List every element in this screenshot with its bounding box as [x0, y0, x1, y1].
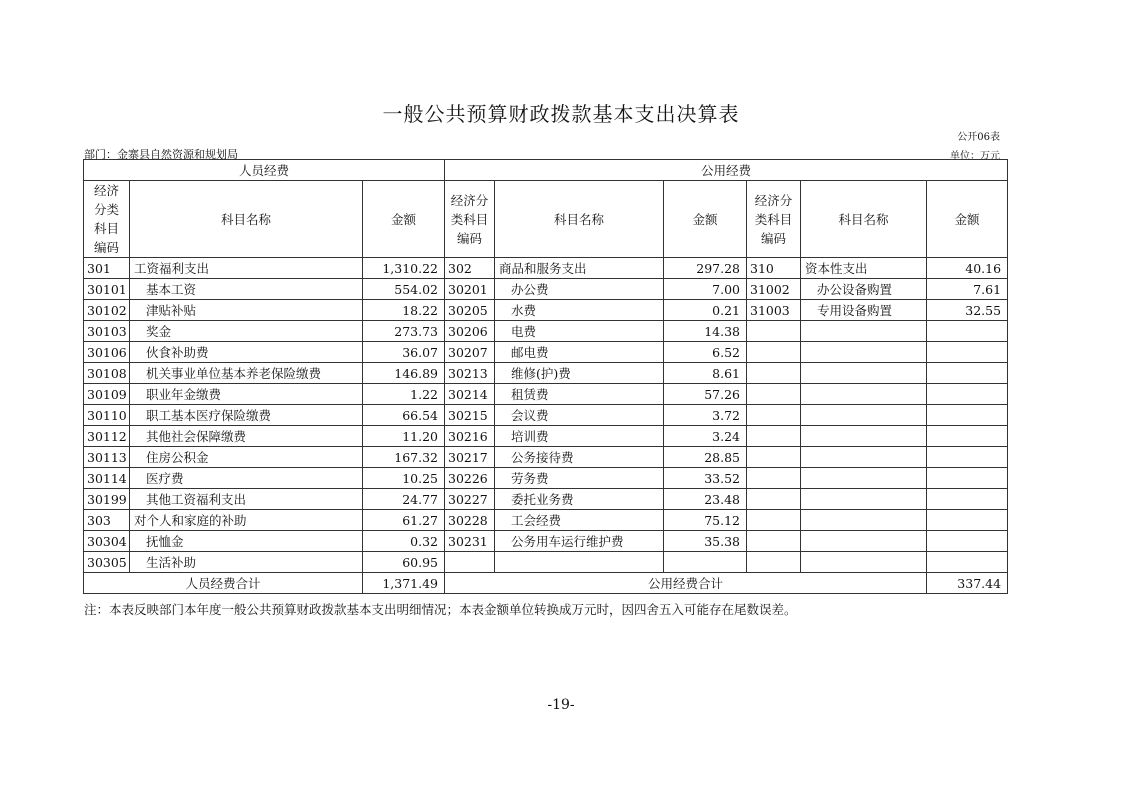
public-amount-cell: 57.26 — [664, 384, 747, 405]
personnel-code-cell: 30110 — [84, 405, 130, 426]
page-number: -19- — [547, 697, 575, 713]
public-amount-cell: 297.28 — [664, 258, 747, 279]
public-name-cell: 劳务费 — [495, 468, 664, 489]
empty-cell — [927, 447, 1008, 468]
empty-cell — [927, 531, 1008, 552]
public-code-cell: 30207 — [445, 342, 495, 363]
personnel-code-cell: 30108 — [84, 363, 130, 384]
personnel-code-cell: 30112 — [84, 426, 130, 447]
personnel-code-cell: 30305 — [84, 552, 130, 573]
public-code-cell: 30205 — [445, 300, 495, 321]
empty-cell — [927, 321, 1008, 342]
public-name-cell: 水费 — [495, 300, 664, 321]
page-title: 一般公共预算财政拨款基本支出决算表 — [382, 102, 740, 126]
personnel-name-cell: 基本工资 — [130, 279, 363, 300]
capital-code-cell: 31002 — [747, 279, 801, 300]
empty-cell — [801, 489, 927, 510]
column-header-amount: 金额 — [363, 181, 445, 258]
public-code-cell: 30214 — [445, 384, 495, 405]
personnel-name-cell: 机关事业单位基本养老保险缴费 — [130, 363, 363, 384]
personnel-amount-cell: 36.07 — [363, 342, 445, 363]
table-row — [84, 363, 1008, 384]
public-code-cell: 30206 — [445, 321, 495, 342]
column-header-name: 科目名称 — [801, 181, 927, 258]
section-header-personnel: 人员经费 — [84, 160, 445, 181]
empty-cell — [747, 342, 801, 363]
personnel-code-cell: 30304 — [84, 531, 130, 552]
personnel-code-cell: 301 — [84, 258, 130, 279]
personnel-amount-cell: 273.73 — [363, 321, 445, 342]
table-row — [84, 552, 1008, 573]
column-header-amount: 金额 — [927, 181, 1008, 258]
public-amount-cell: 23.48 — [664, 489, 747, 510]
personnel-code-cell: 30113 — [84, 447, 130, 468]
public-code-cell: 30226 — [445, 468, 495, 489]
public-total-amount: 337.44 — [927, 573, 1008, 594]
empty-cell — [927, 510, 1008, 531]
public-amount-cell: 8.61 — [664, 363, 747, 384]
personnel-name-cell: 其他工资福利支出 — [130, 489, 363, 510]
budget-table — [83, 159, 1008, 594]
personnel-amount-cell: 0.32 — [363, 531, 445, 552]
personnel-name-cell: 对个人和家庭的补助 — [130, 510, 363, 531]
personnel-name-cell: 伙食补助费 — [130, 342, 363, 363]
personnel-total-label: 人员经费合计 — [84, 573, 363, 594]
capital-amount-cell: 40.16 — [927, 258, 1008, 279]
public-code-cell: 30228 — [445, 510, 495, 531]
table-row — [84, 510, 1008, 531]
table-row — [84, 531, 1008, 552]
table-row — [84, 300, 1008, 321]
empty-cell — [445, 552, 495, 573]
empty-cell — [801, 405, 927, 426]
empty-cell — [664, 552, 747, 573]
public-name-cell: 培训费 — [495, 426, 664, 447]
empty-cell — [801, 552, 927, 573]
personnel-name-cell: 抚恤金 — [130, 531, 363, 552]
empty-cell — [927, 426, 1008, 447]
section-header-public: 公用经费 — [445, 160, 1008, 181]
column-header-code: 经济分类科目编码 — [747, 181, 801, 258]
table-row — [84, 447, 1008, 468]
empty-cell — [927, 552, 1008, 573]
capital-amount-cell: 32.55 — [927, 300, 1008, 321]
public-amount-cell: 35.38 — [664, 531, 747, 552]
personnel-amount-cell: 146.89 — [363, 363, 445, 384]
personnel-amount-cell: 1.22 — [363, 384, 445, 405]
personnel-name-cell: 职业年金缴费 — [130, 384, 363, 405]
public-code-cell: 30216 — [445, 426, 495, 447]
capital-code-cell: 310 — [747, 258, 801, 279]
empty-cell — [927, 384, 1008, 405]
personnel-amount-cell: 66.54 — [363, 405, 445, 426]
empty-cell — [801, 426, 927, 447]
public-amount-cell: 3.24 — [664, 426, 747, 447]
personnel-code-cell: 30101 — [84, 279, 130, 300]
public-code-cell: 30201 — [445, 279, 495, 300]
table-row — [84, 468, 1008, 489]
empty-cell — [747, 384, 801, 405]
public-code-cell: 30231 — [445, 531, 495, 552]
public-name-cell: 公务用车运行维护费 — [495, 531, 664, 552]
personnel-name-cell: 工资福利支出 — [130, 258, 363, 279]
public-name-cell: 工会经费 — [495, 510, 664, 531]
column-header-name: 科目名称 — [495, 181, 664, 258]
empty-cell — [747, 510, 801, 531]
table-row — [84, 384, 1008, 405]
unit-label: 单位：万元 — [950, 151, 1000, 162]
capital-name-cell: 资本性支出 — [801, 258, 927, 279]
public-code-cell: 30215 — [445, 405, 495, 426]
public-name-cell: 公务接待费 — [495, 447, 664, 468]
personnel-amount-cell: 18.22 — [363, 300, 445, 321]
public-name-cell: 维修(护)费 — [495, 363, 664, 384]
personnel-amount-cell: 1,310.22 — [363, 258, 445, 279]
empty-cell — [927, 489, 1008, 510]
personnel-code-cell: 30106 — [84, 342, 130, 363]
personnel-name-cell: 其他社会保障缴费 — [130, 426, 363, 447]
public-amount-cell: 0.21 — [664, 300, 747, 321]
capital-name-cell: 专用设备购置 — [801, 300, 927, 321]
empty-cell — [801, 531, 927, 552]
public-name-cell: 委托业务费 — [495, 489, 664, 510]
personnel-amount-cell: 24.77 — [363, 489, 445, 510]
form-number: 公开06表 — [957, 132, 1000, 143]
public-amount-cell: 7.00 — [664, 279, 747, 300]
public-amount-cell: 3.72 — [664, 405, 747, 426]
personnel-amount-cell: 10.25 — [363, 468, 445, 489]
empty-cell — [747, 489, 801, 510]
empty-cell — [747, 552, 801, 573]
empty-cell — [927, 405, 1008, 426]
empty-cell — [747, 531, 801, 552]
empty-cell — [801, 510, 927, 531]
public-code-cell: 30227 — [445, 489, 495, 510]
empty-cell — [747, 405, 801, 426]
table-row — [84, 489, 1008, 510]
public-amount-cell: 33.52 — [664, 468, 747, 489]
empty-cell — [747, 321, 801, 342]
empty-cell — [927, 363, 1008, 384]
table-row — [84, 405, 1008, 426]
personnel-amount-cell: 167.32 — [363, 447, 445, 468]
public-name-cell: 办公费 — [495, 279, 664, 300]
empty-cell — [495, 552, 664, 573]
public-amount-cell: 6.52 — [664, 342, 747, 363]
empty-cell — [801, 384, 927, 405]
public-name-cell: 电费 — [495, 321, 664, 342]
empty-cell — [747, 447, 801, 468]
table-body — [84, 258, 1008, 573]
empty-cell — [801, 342, 927, 363]
capital-name-cell: 办公设备购置 — [801, 279, 927, 300]
column-header-code: 经济分类科目编码 — [84, 181, 130, 258]
personnel-name-cell: 生活补助 — [130, 552, 363, 573]
empty-cell — [801, 363, 927, 384]
public-total-label: 公用经费合计 — [445, 573, 927, 594]
capital-amount-cell: 7.61 — [927, 279, 1008, 300]
public-name-cell: 租赁费 — [495, 384, 664, 405]
table-row — [84, 321, 1008, 342]
personnel-code-cell: 30114 — [84, 468, 130, 489]
public-name-cell: 会议费 — [495, 405, 664, 426]
table-row — [84, 426, 1008, 447]
column-header-name: 科目名称 — [130, 181, 363, 258]
personnel-name-cell: 医疗费 — [130, 468, 363, 489]
public-code-cell: 30213 — [445, 363, 495, 384]
personnel-name-cell: 住房公积金 — [130, 447, 363, 468]
personnel-amount-cell: 554.02 — [363, 279, 445, 300]
empty-cell — [801, 468, 927, 489]
personnel-code-cell: 30109 — [84, 384, 130, 405]
personnel-code-cell: 30103 — [84, 321, 130, 342]
personnel-name-cell: 津贴补贴 — [130, 300, 363, 321]
footnote: 注：本表反映部门本年度一般公共预算财政拨款基本支出明细情况；本表金额单位转换成万元时，因四舍五入可能存在尾数误差。 — [84, 602, 797, 617]
public-amount-cell: 75.12 — [664, 510, 747, 531]
personnel-amount-cell: 61.27 — [363, 510, 445, 531]
personnel-code-cell: 303 — [84, 510, 130, 531]
table-row — [84, 279, 1008, 300]
personnel-amount-cell: 11.20 — [363, 426, 445, 447]
empty-cell — [801, 447, 927, 468]
public-name-cell: 商品和服务支出 — [495, 258, 664, 279]
public-amount-cell: 28.85 — [664, 447, 747, 468]
personnel-total-amount: 1,371.49 — [363, 573, 445, 594]
capital-code-cell: 31003 — [747, 300, 801, 321]
column-header-amount: 金额 — [664, 181, 747, 258]
personnel-amount-cell: 60.95 — [363, 552, 445, 573]
department-label: 部门：金寨县自然资源和规划局 — [84, 148, 238, 161]
empty-cell — [801, 321, 927, 342]
personnel-name-cell: 职工基本医疗保险缴费 — [130, 405, 363, 426]
public-amount-cell: 14.38 — [664, 321, 747, 342]
empty-cell — [927, 468, 1008, 489]
column-header-code: 经济分类科目编码 — [445, 181, 495, 258]
personnel-code-cell: 30102 — [84, 300, 130, 321]
table-row — [84, 342, 1008, 363]
empty-cell — [747, 363, 801, 384]
personnel-name-cell: 奖金 — [130, 321, 363, 342]
empty-cell — [747, 468, 801, 489]
empty-cell — [747, 426, 801, 447]
public-code-cell: 302 — [445, 258, 495, 279]
public-code-cell: 30217 — [445, 447, 495, 468]
table-row — [84, 258, 1008, 279]
public-name-cell: 邮电费 — [495, 342, 664, 363]
empty-cell — [927, 342, 1008, 363]
personnel-code-cell: 30199 — [84, 489, 130, 510]
